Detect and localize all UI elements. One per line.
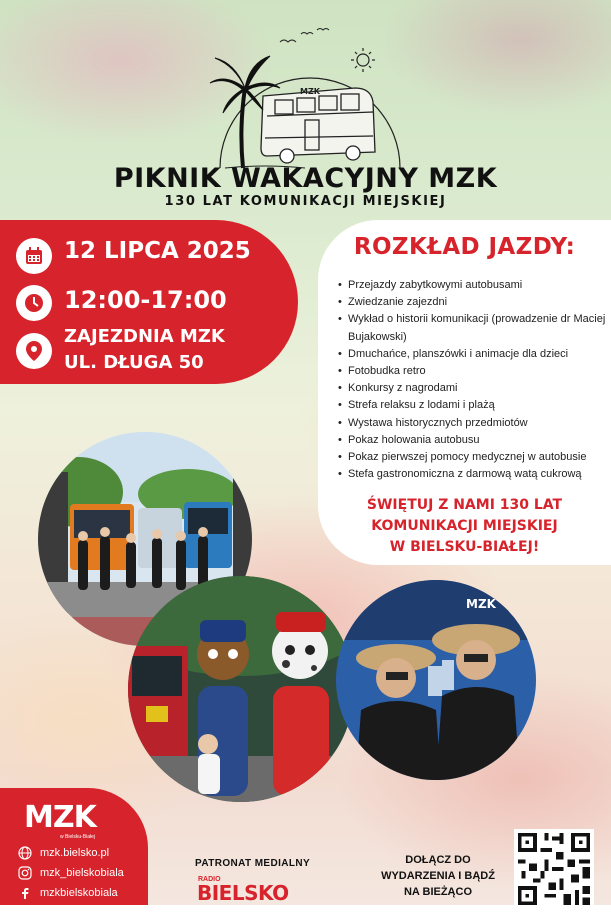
list-item: • Pokaz holowania autobusu bbox=[338, 432, 608, 449]
qr-code[interactable] bbox=[514, 829, 594, 909]
list-item: • Pokaz pierwszej pomocy medycznej w autobusie bbox=[338, 449, 608, 466]
bus-icon bbox=[261, 88, 375, 163]
cta-line: ŚWIĘTUJ Z NAMI 130 LAT bbox=[366, 497, 563, 513]
list-item: • Fotobudka retro bbox=[338, 363, 608, 380]
event-info-block bbox=[0, 220, 298, 384]
event-date: 12 LIPCA 2025 bbox=[64, 238, 251, 264]
mzk-logo-sub: w Bielsku-Białej bbox=[60, 834, 96, 840]
location-pin-icon bbox=[16, 333, 52, 369]
list-item: • Dmuchańce, planszówki i animacje dla dzieci bbox=[338, 346, 608, 363]
list-item: • Strefa relaksu z lodami i plażą bbox=[338, 397, 608, 414]
clock-icon bbox=[16, 285, 52, 321]
bus-badge: MZK bbox=[300, 87, 320, 96]
website-text: mzk.bielsko.pl bbox=[40, 847, 110, 859]
facebook-link[interactable] bbox=[18, 886, 118, 900]
event-place-line1: ZAJEZDNIA MZK bbox=[64, 326, 225, 347]
event-place-line2: UL. DŁUGA 50 bbox=[64, 352, 204, 373]
event-subtitle: 130 LAT KOMUNIKACJI MIEJSKIEJ bbox=[164, 194, 447, 209]
schedule-cta bbox=[318, 495, 611, 558]
join-line: WYDARZENIA I BĄDŹ bbox=[381, 870, 495, 882]
schedule-list bbox=[338, 277, 608, 483]
facebook-icon bbox=[18, 886, 32, 900]
website-link[interactable] bbox=[18, 846, 109, 860]
radio-label-small: RADIO bbox=[198, 876, 221, 883]
birds-icon bbox=[280, 29, 329, 43]
list-item: • Stefa gastronomiczna z darmową watą cukrową bbox=[338, 466, 608, 483]
photo-women-drinks bbox=[336, 580, 536, 780]
mzk-logo: MZK bbox=[24, 800, 96, 835]
list-item: • Konkursy z nagrodami bbox=[338, 380, 608, 397]
list-item: • Zwiedzanie zajezdni bbox=[338, 294, 608, 311]
bottom-strip bbox=[0, 905, 611, 913]
photo-mascots bbox=[128, 576, 354, 802]
event-title: PIKNIK WAKACYJNY MZK bbox=[113, 163, 498, 194]
facebook-text: mzkbielskobiala bbox=[40, 887, 118, 899]
event-time: 12:00-17:00 bbox=[64, 286, 227, 314]
patronage-label: PATRONAT MEDIALNY bbox=[195, 858, 311, 869]
social-block bbox=[0, 788, 148, 913]
schedule-panel bbox=[318, 220, 611, 565]
cta-line: KOMUNIKACJI MIEJSKIEJ bbox=[371, 518, 558, 534]
globe-icon bbox=[18, 846, 32, 860]
calendar-icon bbox=[16, 238, 52, 274]
join-line: NA BIEŻĄCO bbox=[403, 886, 473, 898]
instagram-text: mzk_bielskobiala bbox=[40, 867, 124, 879]
radio-bielsko-logo: BIELSKO bbox=[197, 881, 289, 905]
bus-palm-illustration bbox=[205, 18, 415, 178]
list-item: • Wystawa historycznych przedmiotów bbox=[338, 415, 608, 432]
instagram-link[interactable] bbox=[18, 866, 124, 880]
cta-line: W BIELSKU-BIAŁEJ! bbox=[389, 539, 540, 555]
instagram-icon bbox=[18, 866, 32, 880]
list-item: • Przejazdy zabytkowymi autobusami bbox=[338, 277, 608, 294]
join-line: DOŁĄCZ DO bbox=[405, 854, 471, 866]
svg-text:MZK: MZK bbox=[466, 597, 496, 611]
schedule-title: ROZKŁAD JAZDY: bbox=[353, 234, 576, 260]
join-text bbox=[378, 852, 498, 900]
list-item: • Wykład o historii komunikacji (prowadzenie dr Maciej Bujakowski) bbox=[338, 311, 608, 345]
sun-icon bbox=[351, 48, 375, 72]
